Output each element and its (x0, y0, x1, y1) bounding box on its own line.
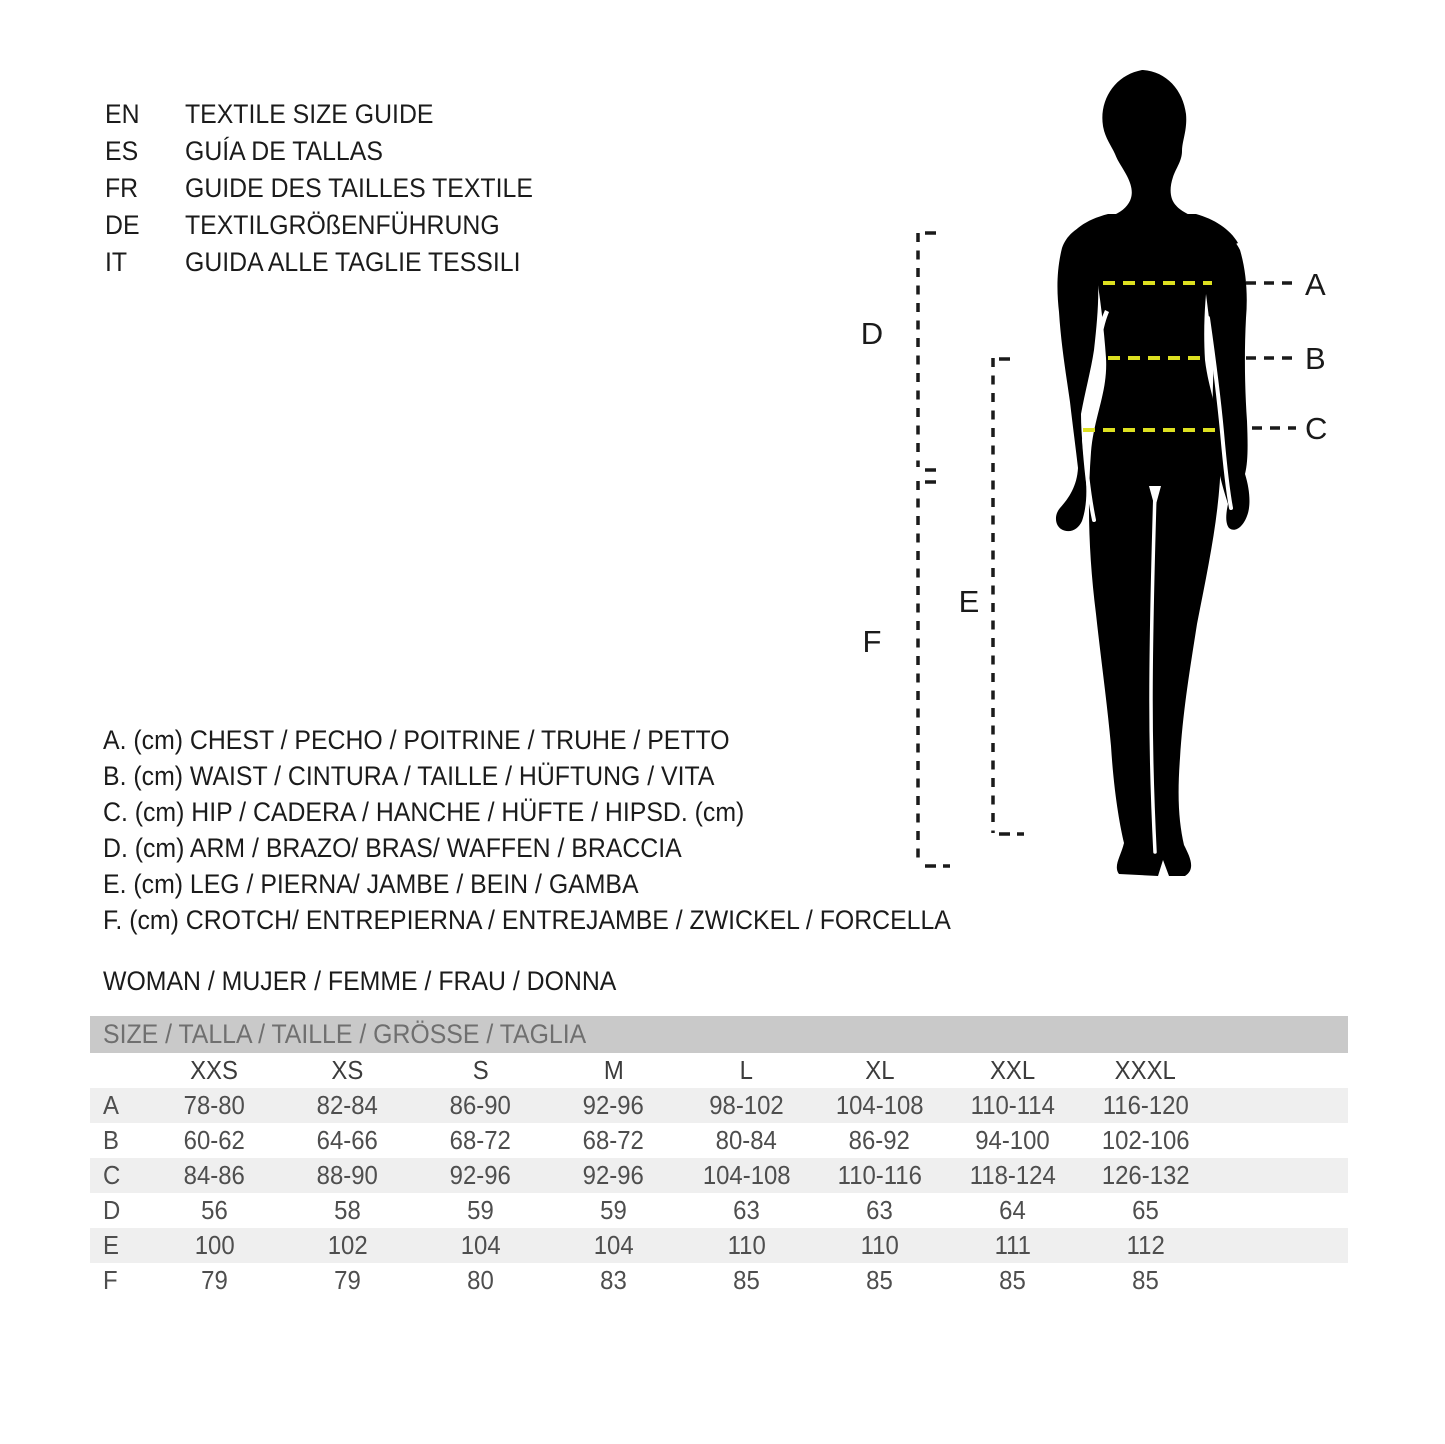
language-code: ES (105, 136, 139, 166)
measurement-line-e: E. (cm) LEG / PIERNA/ JAMBE / BEIN / GAMBA (103, 869, 639, 899)
guide-title: GUÍA DE TALLAS (185, 136, 383, 166)
table-row-e: E 100 102 104 104 110 110 111 112 (90, 1228, 1348, 1263)
guide-title: TEXTILE SIZE GUIDE (185, 99, 434, 129)
language-row (105, 133, 563, 170)
size-col-l: L (739, 1055, 754, 1085)
guide-title: GUIDE DES TAILLES TEXTILE (185, 173, 533, 203)
measurement-line-f: F. (cm) CROTCH/ ENTREPIERNA / ENTREJAMBE / ZWICKEL / FORCELLA (103, 905, 951, 935)
label-crotch-f: F (862, 624, 882, 659)
language-title-list (105, 96, 563, 281)
table-row-d: D 56 58 59 59 63 63 64 65 (103, 1195, 1159, 1225)
measurement-line-d: D. (cm) ARM / BRAZO/ BRAS/ WAFFEN / BRACCIA (103, 833, 682, 863)
size-col-xxs: XXS (190, 1055, 239, 1085)
measurement-line-c: C. (cm) HIP / CADERA / HANCHE / HÜFTE / HIPSD. (cm) (103, 797, 745, 827)
table-row-a: A 78-80 82-84 86-90 92-96 98-102 104-108 110-114 116-120 (90, 1088, 1348, 1123)
language-row (105, 170, 563, 207)
language-code: DE (105, 210, 140, 240)
label-leader-lines (1246, 283, 1296, 428)
size-table-band (90, 1016, 1348, 1053)
size-col-m: M (603, 1055, 624, 1085)
measurement-diagram (840, 60, 1360, 890)
label-hip-c: C (1305, 411, 1328, 446)
label-arm-d: D (860, 316, 884, 351)
table-row-f: F 79 79 80 83 85 85 85 85 (103, 1265, 1159, 1295)
guide-title: TEXTILGRÖßENFÜHRUNG (185, 210, 500, 240)
language-code: EN (105, 99, 140, 129)
size-col-xxl: XXL (989, 1055, 1036, 1085)
size-header-row (90, 1053, 1348, 1088)
label-waist-b: B (1305, 341, 1326, 376)
size-band-title: SIZE / TALLA / TAILLE / GRÖSSE / TAGLIA (103, 1019, 587, 1049)
gender-heading: WOMAN / MUJER / FEMME / FRAU / DONNA (103, 966, 617, 996)
size-col-xs: XS (331, 1055, 364, 1085)
size-col-xxxl: XXXL (1114, 1055, 1177, 1085)
size-col-s: S (472, 1055, 489, 1085)
language-row (105, 244, 563, 281)
size-table (90, 1053, 1348, 1298)
language-code: FR (105, 173, 139, 203)
vertical-measure-lines (918, 233, 1024, 866)
table-row-b: B 60-62 64-66 68-72 68-72 80-84 86-92 94-100 102-106 (103, 1125, 1190, 1155)
label-chest-a: A (1305, 267, 1326, 302)
label-leg-e: E (958, 584, 980, 619)
measurement-line-b: B. (cm) WAIST / CINTURA / TAILLE / HÜFTUNG / VITA (103, 761, 715, 791)
language-row (105, 207, 563, 244)
language-row (105, 96, 563, 133)
size-col-xl: XL (864, 1055, 895, 1085)
table-row-c: C 84-86 88-90 92-96 92-96 104-108 110-116 118-124 126-132 (90, 1158, 1348, 1193)
language-code: IT (105, 247, 128, 277)
measurement-line-a: A. (cm) CHEST / PECHO / POITRINE / TRUHE / PETTO (103, 725, 730, 755)
guide-title: GUIDA ALLE TAGLIE TESSILI (185, 247, 521, 277)
